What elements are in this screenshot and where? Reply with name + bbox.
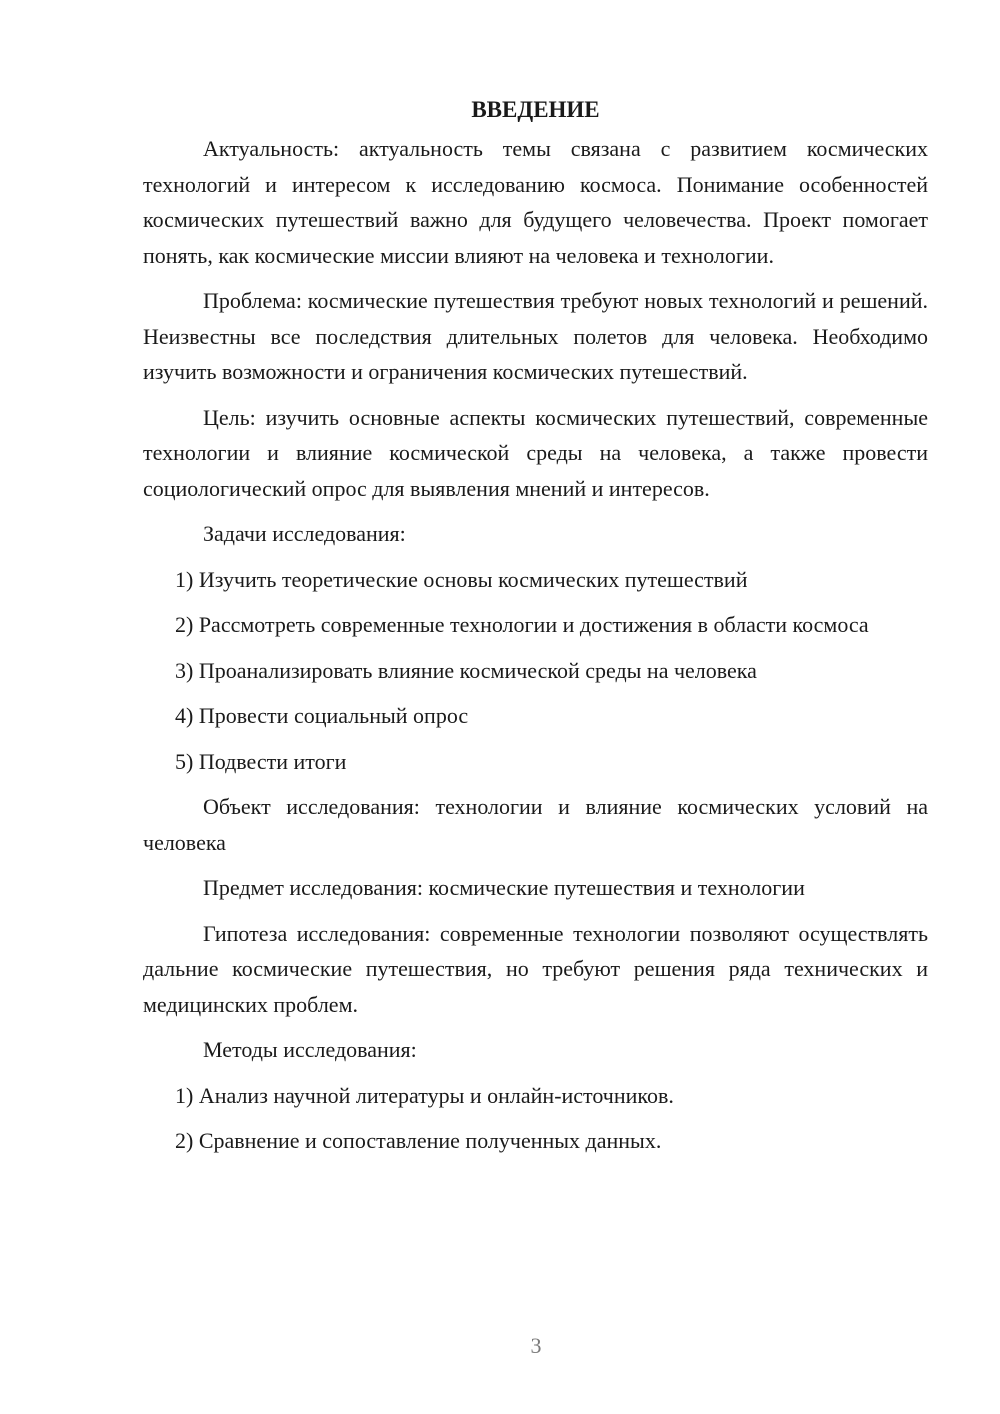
hypothesis-paragraph: Гипотеза исследования: современные технологии позволяют осуществлять дальние космические путешествия, но требуют решения ряда технических и медицинских проблем.: [143, 920, 928, 1017]
task-item: 2) Рассмотреть современные технологии и достижения в области космоса: [175, 612, 869, 637]
page-number: 3: [530, 1333, 542, 1358]
method-item: 1) Анализ научной литературы и онлайн-источников.: [175, 1082, 674, 1108]
goal-paragraph: Цель: изучить основные аспекты космических путешествий, современные технологии и влияние космической среды на человека, а также провести социологический опрос для выявления мнений и интересов.: [143, 404, 928, 501]
task-item: 3) Проанализировать влияние космической среды на человека: [175, 657, 757, 683]
document-page: [143, 92, 928, 1169]
methods-title: Методы исследования:: [203, 1037, 417, 1062]
task-item: 1) Изучить теоретические основы космических путешествий: [175, 566, 748, 592]
page-heading: ВВЕДЕНИЕ: [471, 97, 600, 122]
problem-paragraph: Проблема: космические путешествия требуют новых технологий и решений. Неизвестны все последствия длительных полетов для человека. Необходимо изучить возможности и ограничения космических путешествий.: [143, 288, 928, 384]
tasks-title: Задачи исследования:: [203, 521, 406, 546]
method-item: 2) Сравнение и сопоставление полученных данных.: [175, 1128, 662, 1153]
object-paragraph: Объект исследования: технологии и влияние космических условий на человека: [143, 794, 928, 855]
task-item: 5) Подвести итоги: [175, 748, 347, 774]
subject-paragraph: Предмет исследования: космические путешествия и технологии: [203, 875, 805, 900]
task-item: 4) Провести социальный опрос: [175, 703, 469, 728]
relevance-paragraph: Актуальность: актуальность темы связана с развитием космических технологий и интересом к исследованию космоса. Понимание особенностей космических путешествий важно для будущего человечества. Проект помогает понять, как космические миссии влияют на человека и технологии.: [143, 136, 928, 268]
